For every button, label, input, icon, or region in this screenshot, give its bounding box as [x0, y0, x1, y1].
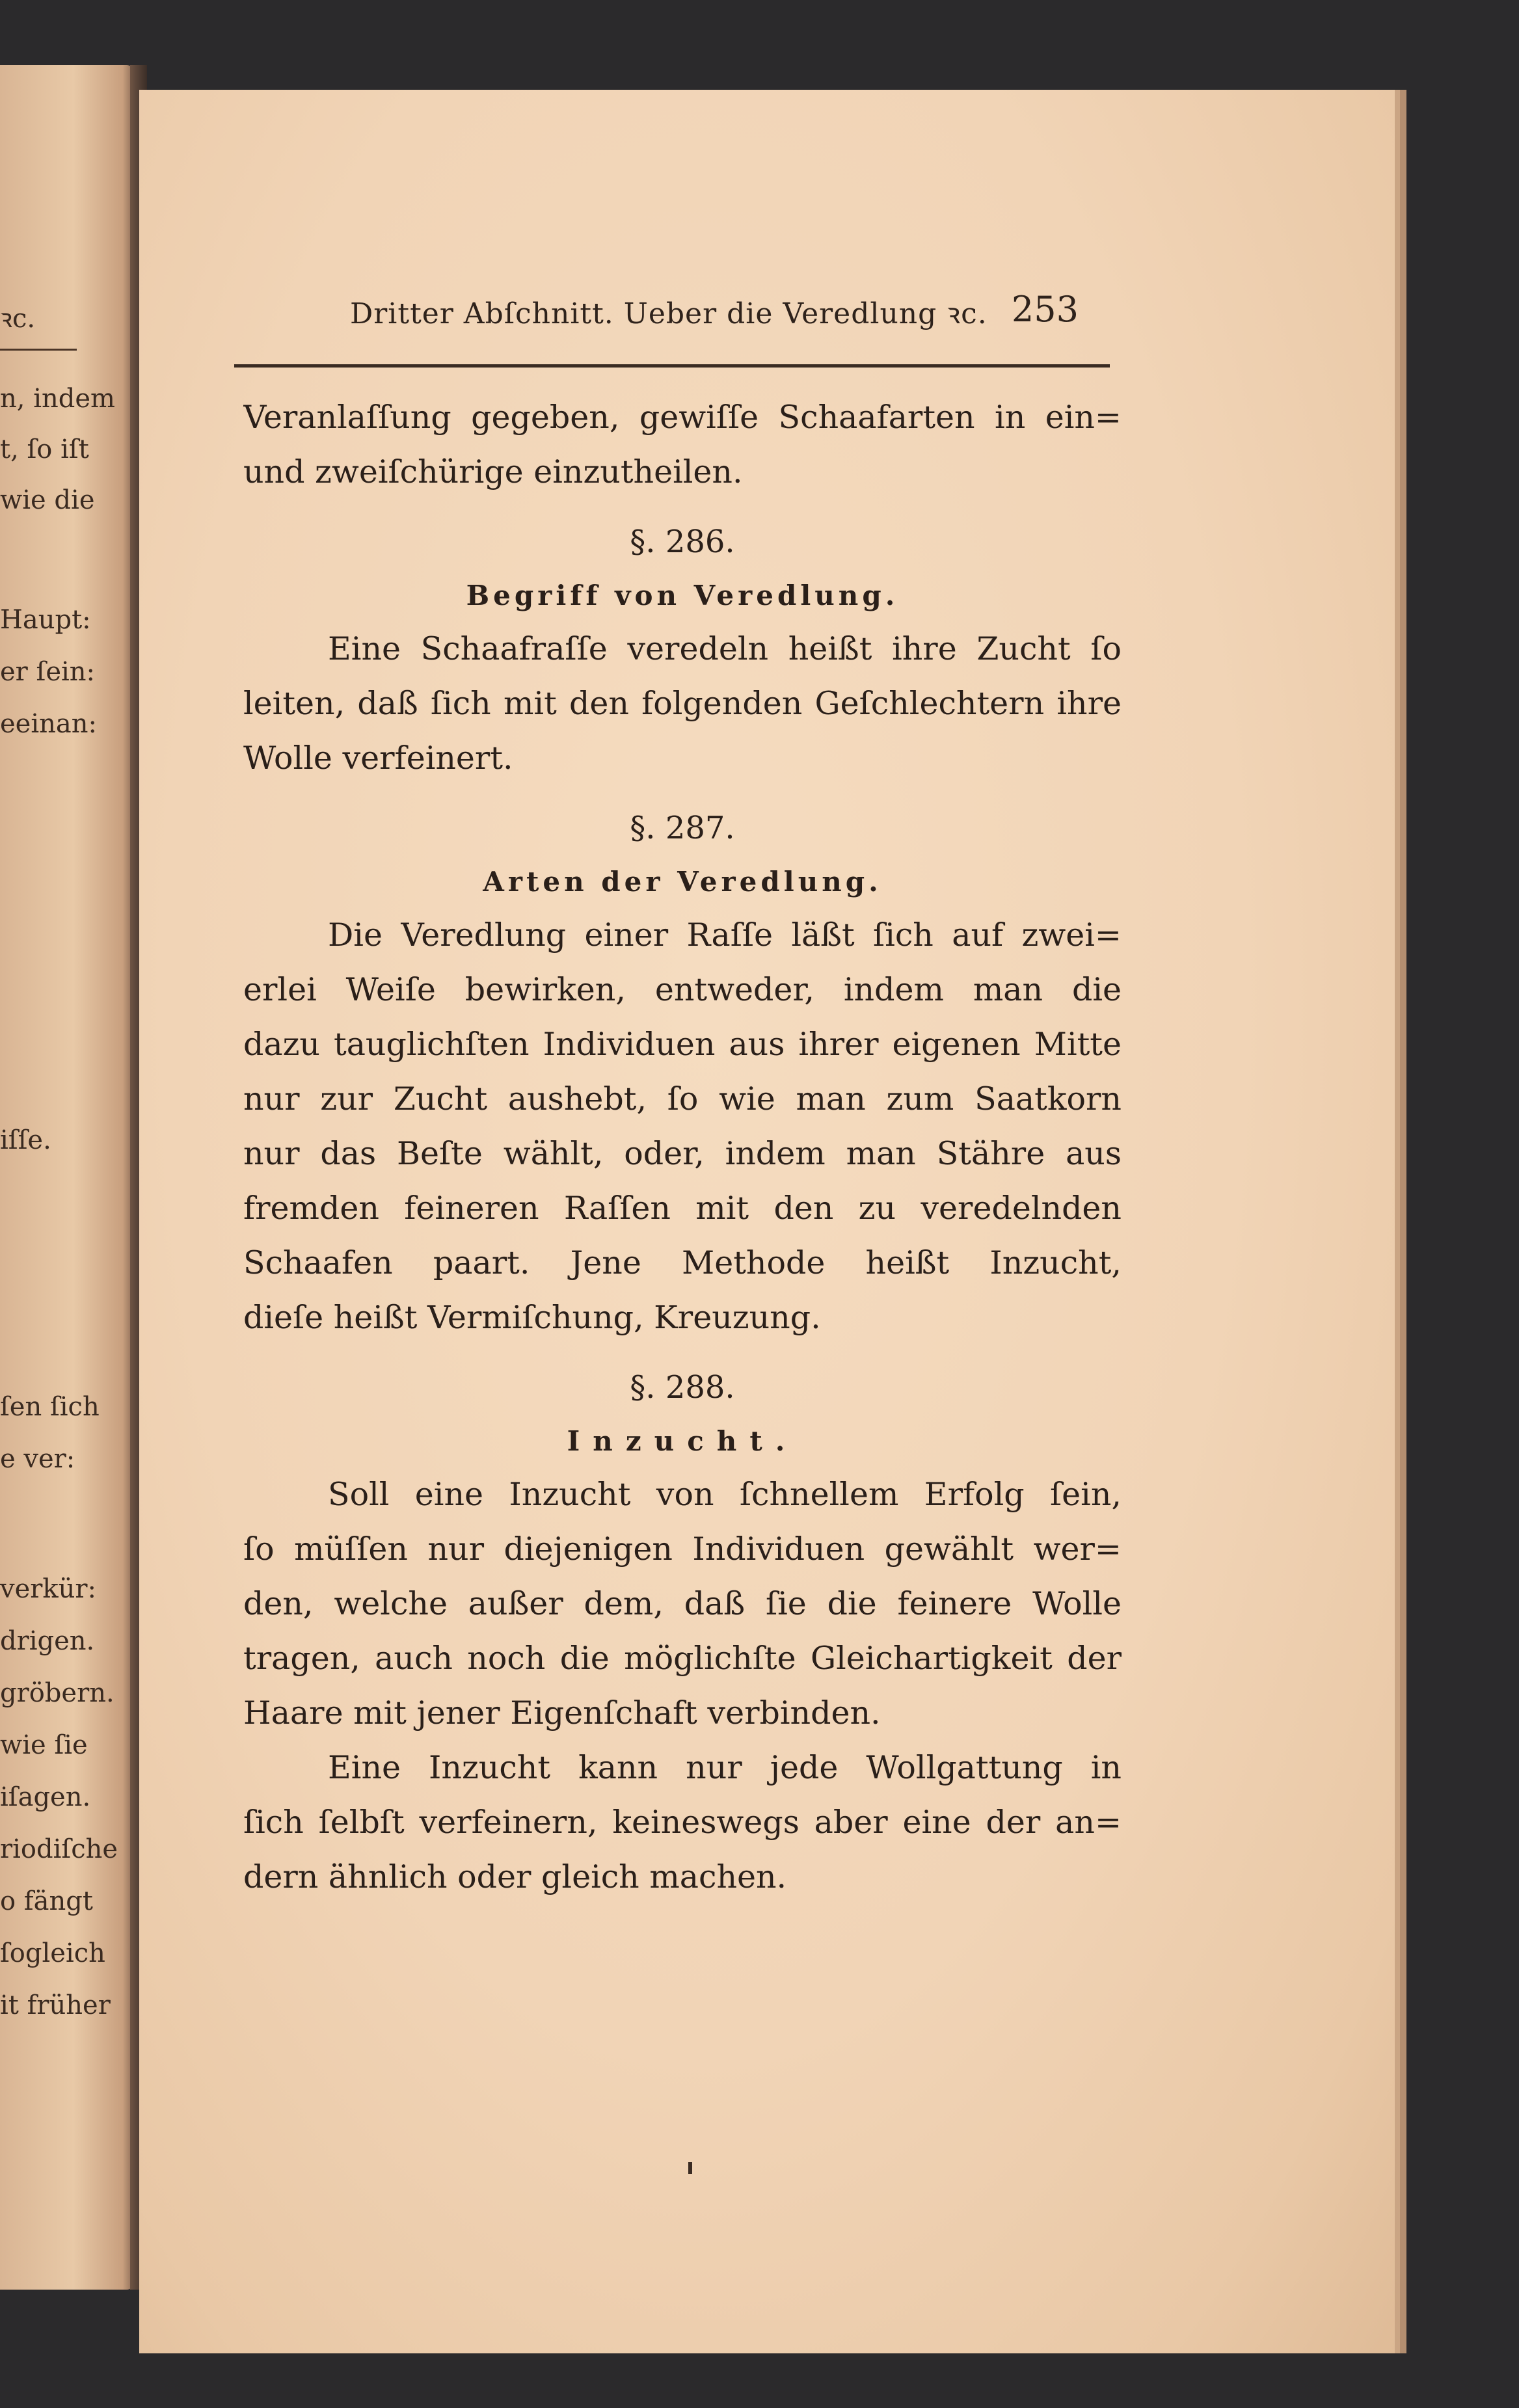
text-line: ſo müſſen nur diejenigen Individuen gewählt wer= — [243, 1531, 1122, 1568]
left-page-header-rule — [0, 349, 77, 351]
running-head — [226, 289, 1111, 345]
text-line: Eine Schaafraſſe veredeln heißt ihre Zucht ſo — [328, 630, 1122, 667]
left-page-line: ſen ſich — [0, 1392, 100, 1422]
text-line: Soll eine Inzucht von ſchnellem Erfolg ſein, — [328, 1476, 1122, 1513]
page-number: 253 — [1011, 289, 1079, 330]
text-line: Wolle verfeinert. — [243, 740, 513, 777]
left-page-line: gröbern. — [0, 1678, 114, 1708]
left-page-line: ſogleich — [0, 1938, 105, 1968]
left-page-line: wie ſie — [0, 1730, 88, 1760]
text-line: ſich ſelbſt verfeinern, keineswegs aber eine der an= — [243, 1804, 1122, 1841]
text-line: dazu tauglichſten Individuen aus ihrer eigenen Mitte — [243, 1026, 1122, 1063]
left-page-line: er ſein: — [0, 657, 96, 687]
text-line: Die Veredlung einer Raſſe läßt ſich auf zwei= — [328, 916, 1122, 954]
text-line: dern ähnlich oder gleich machen. — [243, 1858, 787, 1895]
left-page-line: drigen. — [0, 1626, 95, 1656]
text-line: erlei Weiſe bewirken, entweder, indem man die — [243, 971, 1122, 1008]
text-line: nur das Beſte wählt, oder, indem man Stähre aus — [243, 1135, 1122, 1172]
text-line: Haare mit jener Eigenſchaft verbinden. — [243, 1694, 881, 1732]
left-page-fragment — [0, 65, 133, 2290]
section-title: Begriff von Veredlung. — [466, 580, 899, 611]
text-line: Eine Inzucht kann nur jede Wollgattung in — [328, 1749, 1122, 1786]
left-page-line: e ver: — [0, 1444, 75, 1474]
left-page-line: ꝛc. — [0, 304, 36, 334]
left-page-line: riodiſche — [0, 1834, 118, 1864]
text-line: den, welche außer dem, daß ſie die feinere Wolle — [243, 1585, 1122, 1622]
left-page-line: iſagen. — [0, 1782, 91, 1812]
left-page-line: wie die — [0, 485, 95, 515]
text-line: leiten, daß ſich mit den folgenden Geſchlechtern ihre — [243, 685, 1122, 722]
left-page-line: iſſe. — [0, 1125, 51, 1155]
section-number: §. 286. — [630, 524, 735, 560]
section-title: Inzucht. — [567, 1425, 798, 1457]
left-page-line: eeinan: — [0, 709, 97, 739]
page-body — [243, 390, 1122, 1905]
section-number: §. 288. — [630, 1369, 735, 1406]
left-page-line: n, indem — [0, 384, 115, 414]
left-page-line: Haupt: — [0, 605, 91, 635]
left-page-line: it früher — [0, 1990, 111, 2020]
text-line: nur zur Zucht aushebt, ſo wie man zum Saatkorn — [243, 1080, 1122, 1117]
running-title: Dritter Abſchnitt. Ueber die Veredlung ꝛc. — [350, 297, 988, 330]
text-line: Veranlaſſung gegeben, gewiſſe Schaafarten in ein= — [243, 399, 1122, 436]
left-page-line: verkür: — [0, 1574, 96, 1604]
section-number: §. 287. — [630, 810, 735, 846]
left-page-line: o fängt — [0, 1886, 93, 1916]
text-line: Schaafen paart. Jene Methode heißt Inzucht, — [243, 1244, 1122, 1281]
text-line: und zweiſchürige einzutheilen. — [243, 453, 743, 490]
text-line: tragen, auch noch die möglichſte Gleichartigkeit der — [243, 1640, 1122, 1677]
left-page-line: t, ſo iſt — [0, 435, 89, 464]
text-line: fremden feineren Raſſen mit den zu veredelnden — [243, 1190, 1122, 1227]
printer-mark — [688, 2162, 692, 2174]
header-rule — [234, 364, 1110, 368]
text-line: dieſe heißt Vermiſchung, Kreuzung. — [243, 1299, 821, 1336]
section-title: Arten der Veredlung. — [483, 866, 882, 898]
